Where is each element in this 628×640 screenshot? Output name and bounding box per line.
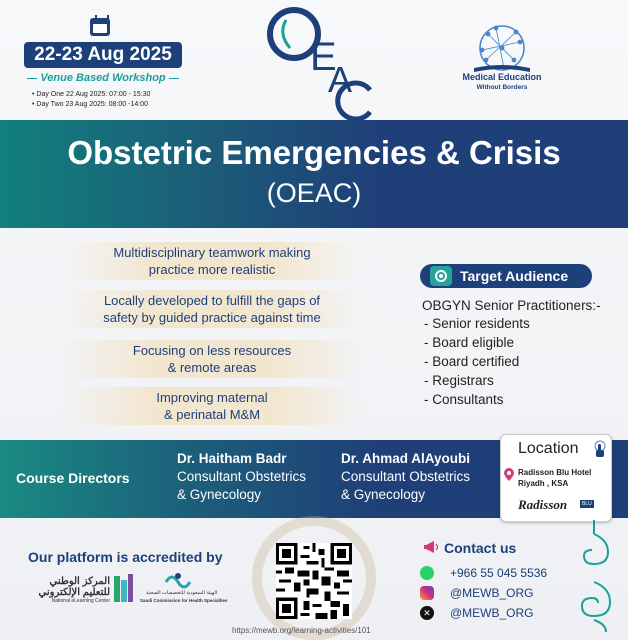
objective-item xyxy=(62,340,362,378)
instagram-icon xyxy=(420,586,434,600)
director-name: Dr. Ahmad AlAyoubi xyxy=(341,451,471,466)
whatsapp-icon xyxy=(420,566,434,580)
director-role: Consultant Obstetrics xyxy=(341,469,471,484)
contact-x-row[interactable] xyxy=(420,606,570,620)
logo-letter-a: A xyxy=(328,59,353,100)
director-card xyxy=(177,450,306,504)
director-name: Dr. Haitham Badr xyxy=(177,451,287,466)
location-address xyxy=(518,467,591,489)
qr-code[interactable] xyxy=(276,543,352,619)
address-line: Riyadh , KSA xyxy=(518,479,569,488)
contact-instagram-row[interactable] xyxy=(420,586,570,600)
director-card xyxy=(341,450,470,504)
contact-phone-row[interactable] xyxy=(420,566,570,580)
schedule-list xyxy=(32,90,150,110)
hotel-logo: Radisson xyxy=(518,497,568,512)
list-item: - Senior residents xyxy=(424,314,530,333)
list-item: - Board certified xyxy=(424,352,530,371)
objective-line: Multidisciplinary teamwork making xyxy=(113,245,311,260)
target-audience-list xyxy=(424,314,530,409)
decorative-spiral xyxy=(566,520,622,640)
location-title: Location xyxy=(518,440,579,457)
hotel-logo-tag: BLU xyxy=(582,501,592,507)
objective-line: Improving maternal xyxy=(156,390,268,405)
objective-item xyxy=(62,290,362,328)
accreditation-heading: Our platform is accredited by xyxy=(28,549,223,565)
target-audience-heading: OBGYN Senior Practitioners:- xyxy=(422,298,601,313)
map-pin-icon xyxy=(504,468,514,481)
date-badge: 22-23 Aug 2025 xyxy=(24,42,182,68)
list-item: - Consultants xyxy=(424,390,530,409)
page-subtitle: (OEAC) xyxy=(266,178,362,208)
nelc-arabic-line: المركز الوطني xyxy=(49,576,110,587)
scfhs-name-arabic: الهيئة السعودية للتخصصات الصحية xyxy=(146,590,218,596)
objective-line: Focusing on less resources xyxy=(132,343,292,358)
director-role: & Gynecology xyxy=(341,487,426,502)
objective-line: & perinatal M&M xyxy=(163,407,261,422)
schedule-day-two: • Day Two 23 Aug 2025: 08:00 -14:00 xyxy=(32,100,150,110)
contact-x: @MEWB_ORG xyxy=(450,606,534,620)
objective-item xyxy=(62,242,362,280)
scfhs-logo xyxy=(164,570,194,590)
mewb-logo xyxy=(452,20,554,120)
target-audience-badge: Target Audience xyxy=(420,264,592,288)
logo-letter-e: E xyxy=(310,35,337,79)
venue-label: Venue Based Workshop xyxy=(20,72,186,84)
nelc-arabic-line: للتعليم الإلكتروني xyxy=(38,587,110,598)
activity-url[interactable]: https://mewb.org/learning-activities/101 xyxy=(232,626,371,635)
objective-item xyxy=(62,387,362,425)
oeac-logo xyxy=(252,4,382,120)
mewb-tagline: Without Borders xyxy=(476,84,528,91)
pointer-hand-icon xyxy=(592,440,608,458)
contact-heading: Contact us xyxy=(444,540,517,556)
objective-line: & remote areas xyxy=(167,360,257,375)
objective-line: Locally developed to fulfill the gaps of xyxy=(103,293,321,308)
page-title: Obstetric Emergencies & Crisis xyxy=(67,134,561,171)
mewb-name: Medical Education xyxy=(462,72,542,82)
target-icon xyxy=(430,266,452,286)
objective-line: practice more realistic xyxy=(148,262,276,277)
nelc-name-arabic xyxy=(34,576,110,598)
megaphone-icon xyxy=(424,540,440,554)
nelc-name-english: National eLearning Center xyxy=(51,598,110,604)
address-line: Radisson Blu Hotel xyxy=(518,468,592,477)
schedule-day-one: • Day One 22 Aug 2025: 07:00 - 15:30 xyxy=(32,90,150,100)
objective-line: safety by guided practice against time xyxy=(103,310,321,325)
list-item: - Board eligible xyxy=(424,333,530,352)
contact-phone: +966 55 045 5536 xyxy=(450,566,548,580)
scfhs-name-english: Saudi Commission for Health Specialties xyxy=(140,598,228,603)
calendar-icon xyxy=(90,18,110,36)
director-role: Consultant Obstetrics xyxy=(177,469,307,484)
nelc-logo xyxy=(112,572,134,606)
contact-instagram: @MEWB_ORG xyxy=(450,586,534,600)
director-role: & Gynecology xyxy=(177,487,262,502)
list-item: - Registrars xyxy=(424,371,530,390)
course-directors-label: Course Directors xyxy=(16,470,130,486)
x-icon: ✕ xyxy=(420,606,434,620)
